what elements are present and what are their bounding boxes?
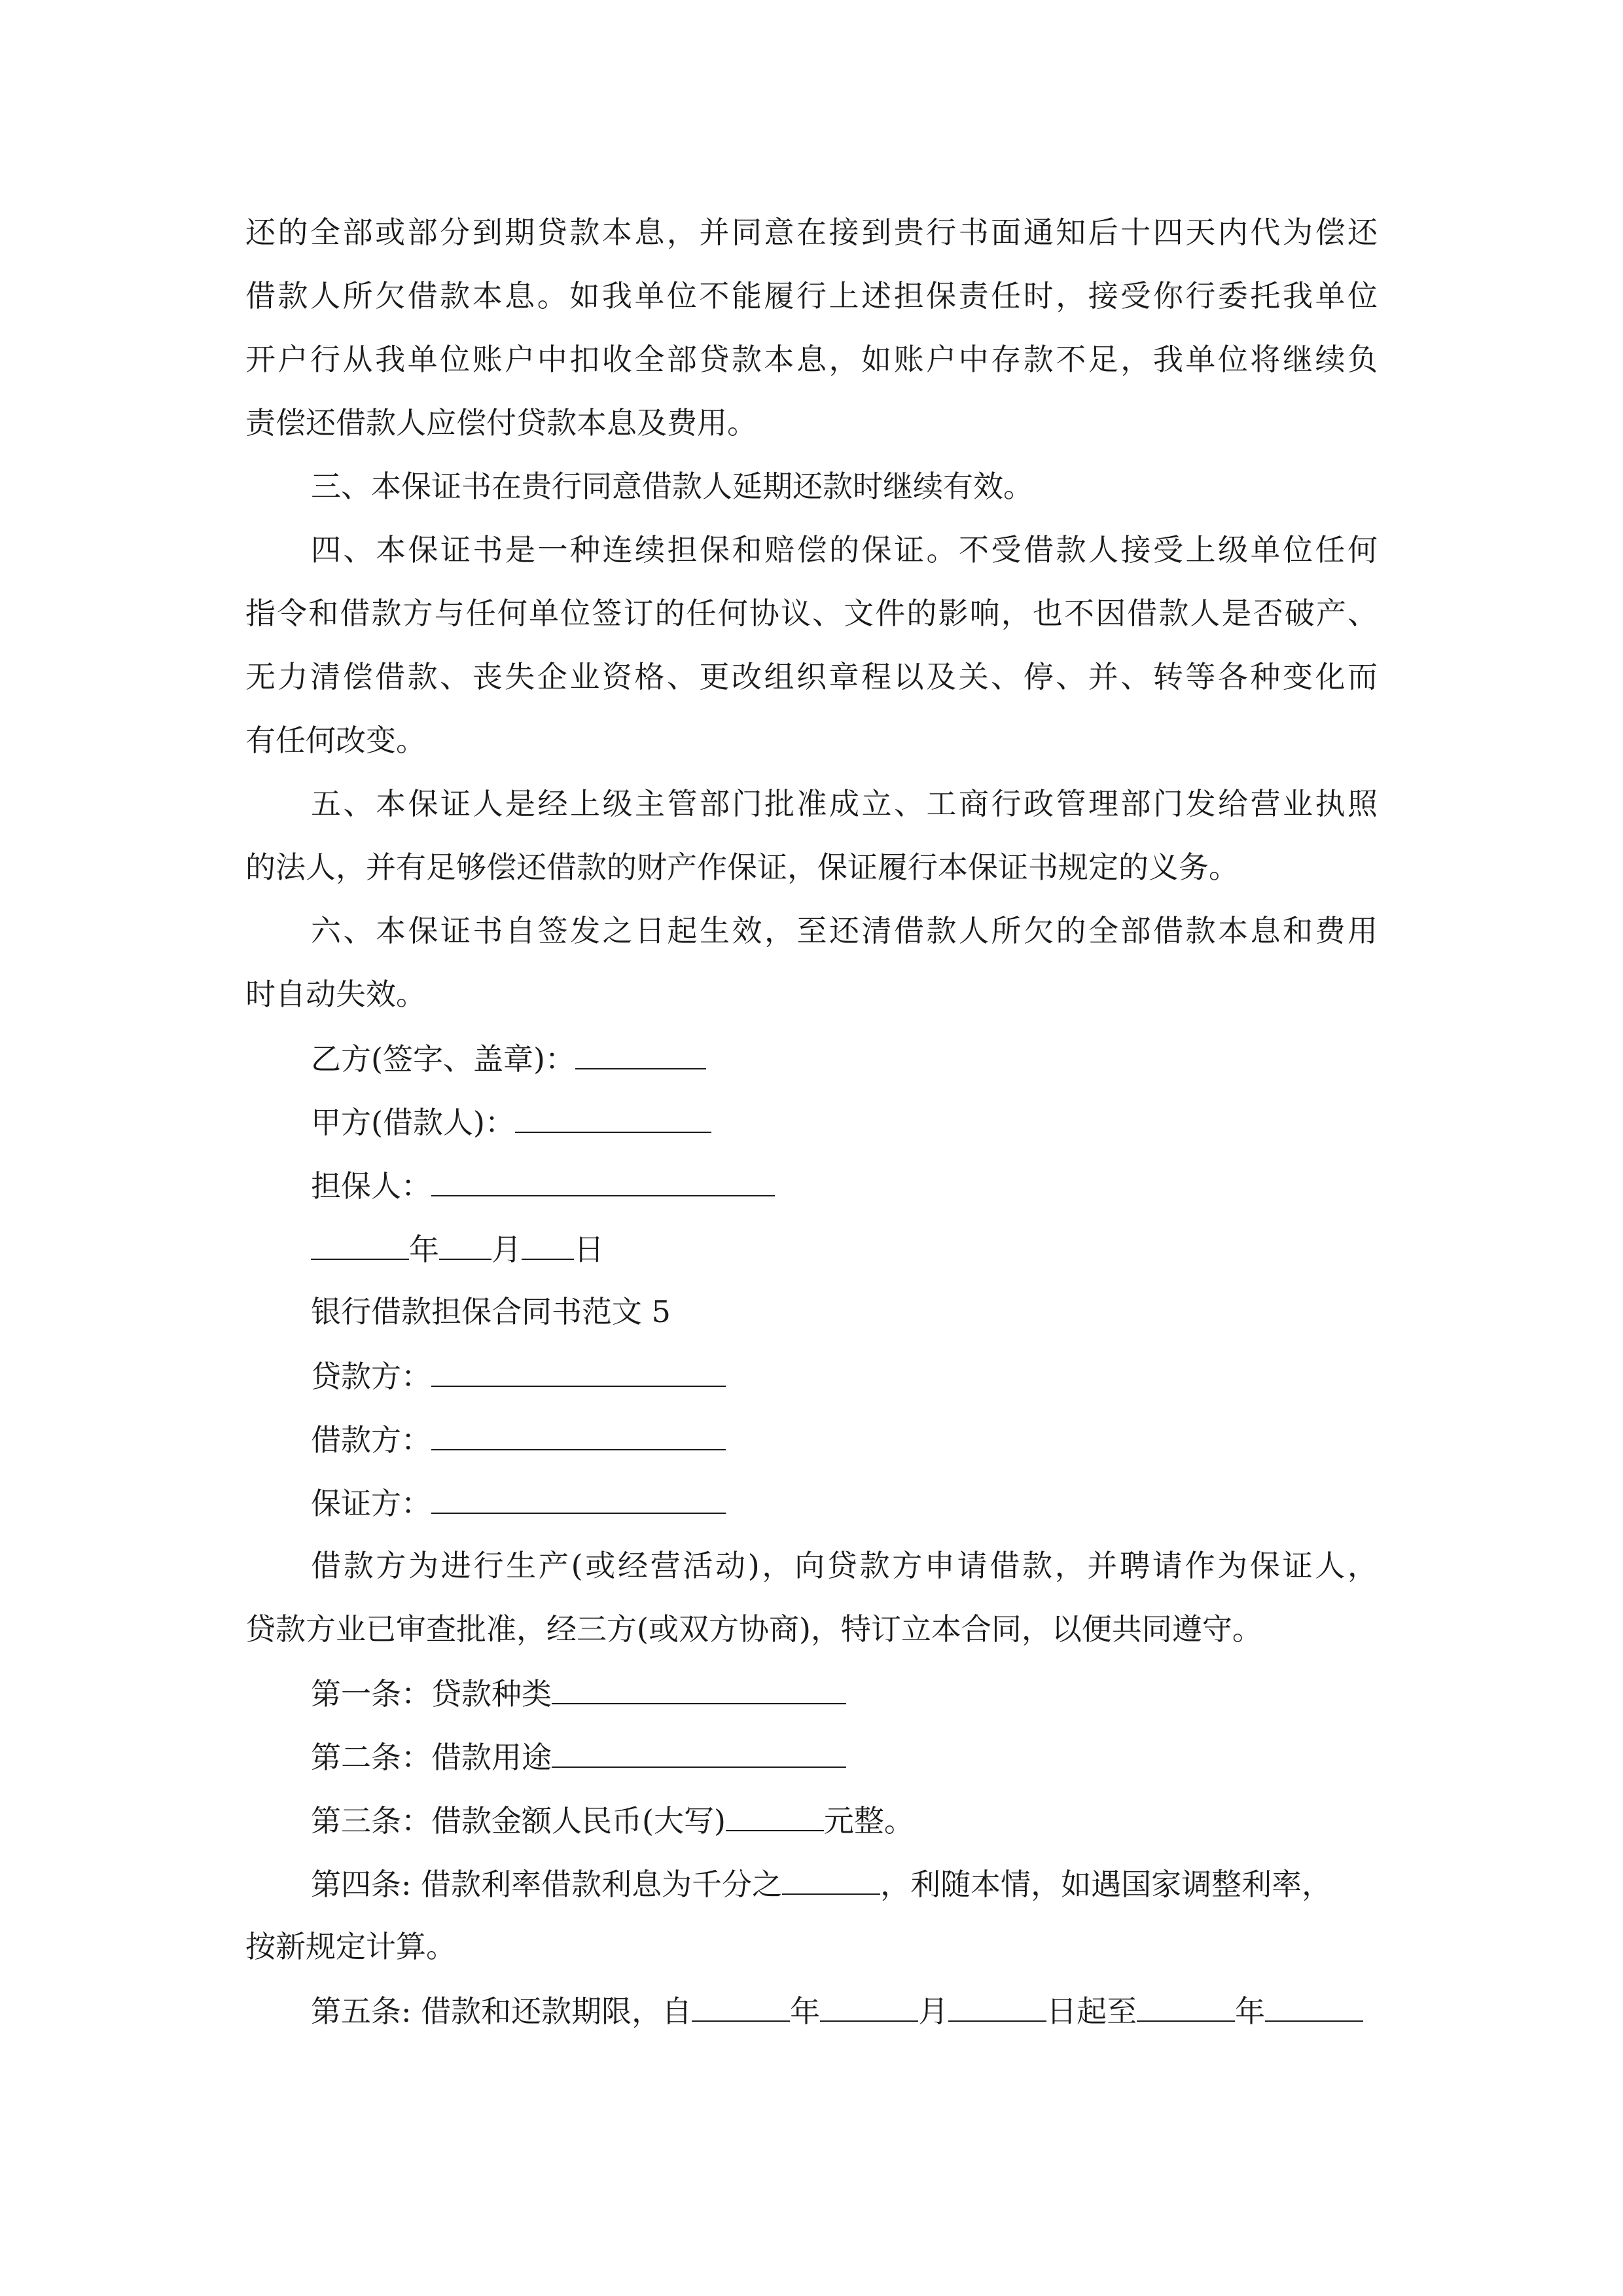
para-3: 三、本保证书在贵行同意借款人延期还款时继续有效。 (311, 469, 1033, 504)
article-3-suffix: 元整。 (823, 1803, 914, 1839)
article-4-suffix: ，利随本情，如遇国家调整利率， (880, 1867, 1332, 1902)
sign-year-label: 年 (409, 1232, 439, 1267)
article-1-row (311, 1673, 846, 1712)
party-borrower-row (311, 1419, 726, 1458)
party-lender-blank[interactable] (431, 1355, 726, 1387)
para-4-line-2: 指令和借款方与任何单位签订的任何协议、文件的影响，也不因借款人是否破产、 (245, 596, 1378, 631)
party-guarantor-blank[interactable] (431, 1482, 726, 1514)
sign-year-blank[interactable] (311, 1229, 409, 1260)
article-1-label: 第一条：贷款种类 (311, 1676, 552, 1712)
article-3-blank[interactable] (726, 1800, 824, 1831)
party-guarantor-label: 保证方： (311, 1486, 431, 1521)
party-borrower-label: 借款方： (311, 1422, 431, 1458)
para-continuation-line-1: 还的全部或部分到期贷款本息，并同意在接到贵行书面通知后十四天内代为偿还 (245, 215, 1378, 250)
sign-party-b-label: 乙方(签字、盖章)： (311, 1041, 575, 1077)
article-5-year2-blank[interactable] (1137, 1990, 1235, 2022)
article-4-row (311, 1863, 1378, 1903)
para-continuation-line-2: 借款人所欠借款本息。如我单位不能履行上述担保责任时，接受你行委托我单位 (245, 278, 1378, 314)
sign-party-a-label: 甲方(借款人)： (311, 1105, 515, 1140)
article-5-row (311, 1990, 1378, 2030)
sign-month-blank[interactable] (439, 1229, 491, 1260)
section-title: 银行借款担保合同书范文 5 (311, 1294, 671, 1329)
article-5-trailing-blank[interactable] (1265, 1990, 1363, 2022)
sign-day-label: 日 (574, 1232, 604, 1267)
para-5-line-1: 五、本保证人是经上级主管部门批准成立、工商行政管理部门发给营业执照 (311, 786, 1378, 821)
article-5-month-label: 月 (918, 1994, 949, 2029)
article-5-year-blank[interactable] (692, 1990, 790, 2022)
article-5-from-label: 日起至 (1046, 1994, 1137, 2029)
article-5-day-blank[interactable] (948, 1990, 1046, 2022)
para-4-line-3: 无力清偿借款、丧失企业资格、更改组织章程以及关、停、并、转等各种变化而 (245, 659, 1378, 694)
party-borrower-blank[interactable] (431, 1419, 726, 1450)
article-3-label: 第三条：借款金额人民币(大写) (311, 1803, 726, 1839)
para-6-line-2: 时自动失效。 (245, 977, 426, 1012)
article-5-year2-label: 年 (1235, 1994, 1266, 2029)
article-5-month-blank[interactable] (820, 1990, 918, 2022)
party-guarantor-row (311, 1482, 726, 1522)
sign-party-a-blank[interactable] (515, 1102, 711, 1133)
para-6-line-1: 六、本保证书自签发之日起生效，至还清借款人所欠的全部借款本息和费用 (311, 913, 1378, 948)
sign-guarantor-row (311, 1165, 775, 1204)
article-5-label: 第五条: 借款和还款期限，自 (311, 1994, 692, 2029)
sign-guarantor-label: 担保人： (311, 1168, 431, 1204)
para-continuation-line-4: 责偿还借款人应偿付贷款本息及费用。 (245, 405, 757, 440)
para-4-line-1: 四、本保证书是一种连续担保和赔偿的保证。不受借款人接受上级单位任何 (311, 532, 1378, 567)
sign-party-b-blank[interactable] (575, 1038, 706, 1069)
sign-day-blank[interactable] (522, 1229, 574, 1260)
para-continuation-line-3: 开户行从我单位账户中扣收全部贷款本息，如账户中存款不足，我单位将继续负 (245, 342, 1378, 377)
party-lender-label: 贷款方： (311, 1359, 431, 1394)
para-5-line-2: 的法人，并有足够偿还借款的财产作保证，保证履行本保证书规定的义务。 (245, 850, 1239, 885)
sign-guarantor-blank[interactable] (431, 1165, 775, 1196)
sign-party-b-row (311, 1038, 706, 1077)
article-5-year-label: 年 (790, 1994, 821, 2029)
intro-line-2: 贷款方业已审查批准，经三方(或双方协商)，特订立本合同，以便共同遵守。 (245, 1611, 1262, 1647)
sign-party-a-row (311, 1102, 711, 1141)
article-3-row (311, 1800, 914, 1839)
article-2-label: 第二条：借款用途 (311, 1740, 552, 1775)
article-4-line-2: 按新规定计算。 (245, 1929, 456, 1964)
article-2-row (311, 1736, 846, 1776)
article-4-blank[interactable] (782, 1863, 880, 1895)
article-1-blank[interactable] (552, 1673, 846, 1704)
para-4-line-4: 有任何改变。 (245, 723, 426, 758)
sign-month-label: 月 (491, 1232, 522, 1267)
article-2-blank[interactable] (552, 1736, 846, 1768)
sign-date-row (311, 1229, 604, 1268)
article-4-label: 第四条: 借款利率借款利息为千分之 (311, 1867, 783, 1902)
intro-line-1: 借款方为进行生产(或经营活动)，向贷款方申请借款，并聘请作为保证人， (311, 1548, 1378, 1583)
party-lender-row (311, 1355, 726, 1395)
